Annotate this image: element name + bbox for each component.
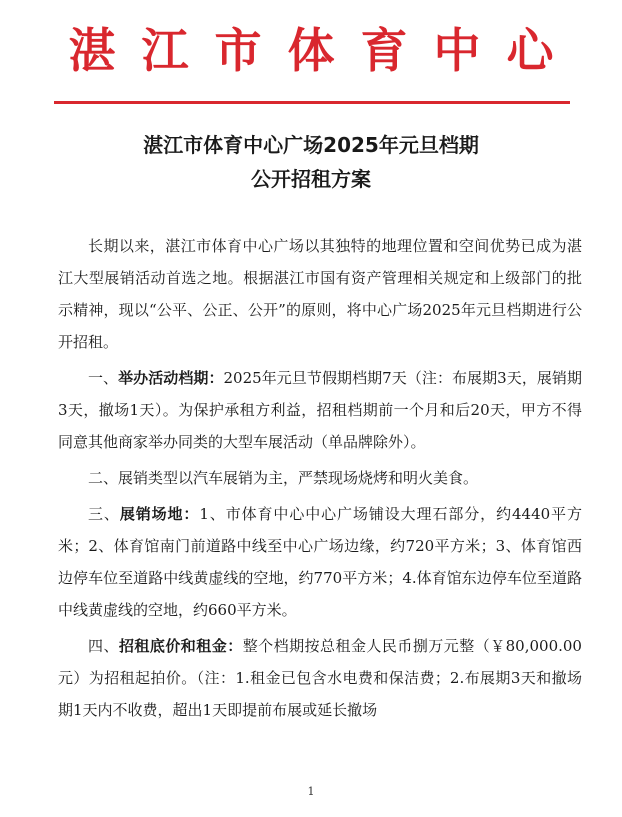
letterhead-divider xyxy=(54,101,570,104)
paragraph-text: 1、市体育中心中心广场铺设大理石部分，约4440平方米；2、体育馆南门前道路中线至中心广场边缘，约720平方米；3、体育馆西边停车位至道路中线黄虚线的空地，约770平方米；4.体育馆东边停车位至道路中线黄虚线的空地，约660平方米。 xyxy=(58,505,582,619)
paragraph-rent xyxy=(58,630,582,726)
document-title xyxy=(0,128,622,196)
page-number: 1 xyxy=(307,785,315,798)
paragraph-heading: 招租底价和租金： xyxy=(118,637,243,655)
paragraph-event-period xyxy=(58,362,582,458)
paragraph-intro: 长期以来，湛江市体育中心广场以其独特的地理位置和空间优势已成为湛江大型展销活动首选之地。根据湛江市国有资产管理相关规定和上级部门的批示精神，现以“公平、公正、公开”的原则，将中心广场2025年元旦档期进行公开招租。 xyxy=(58,237,582,351)
paragraph-text: 2025年元旦节假期档期7天（注：布展期3天，展销期3天，撤场1天）。为保护承租方利益，招租档期前一个月和后20天，甲方不得同意其他商家举办同类的大型车展活动（单品牌除外）。 xyxy=(58,369,582,451)
paragraph-text: 整个档期按总租金人民币捌万元整（￥80,000.00元）为招租起拍价。（注：1.租金已包含水电费和保洁费；2.布展期3天和撤场期1天内不收费，超出1天即提前布展或延长撤场 xyxy=(58,637,582,719)
document-body xyxy=(58,230,582,730)
document-title-line-2: 公开招租方案 xyxy=(251,167,371,191)
letterhead-title: 湛江市体育中心 xyxy=(68,24,580,79)
paragraph-venue xyxy=(58,498,582,626)
paragraph-number: 一、 xyxy=(88,369,119,387)
paragraph-heading: 展销场地： xyxy=(119,505,200,523)
document-title-line-1: 湛江市体育中心广场2025年元旦档期 xyxy=(143,133,479,157)
paragraph-number: 三、 xyxy=(88,505,120,523)
paragraph-number: 四、 xyxy=(88,637,119,655)
paragraph-exhibition-type: 二、展销类型以汽车展销为主，严禁现场烧烤和明火美食。 xyxy=(88,469,479,487)
paragraph-heading: 举办活动档期： xyxy=(118,369,224,387)
